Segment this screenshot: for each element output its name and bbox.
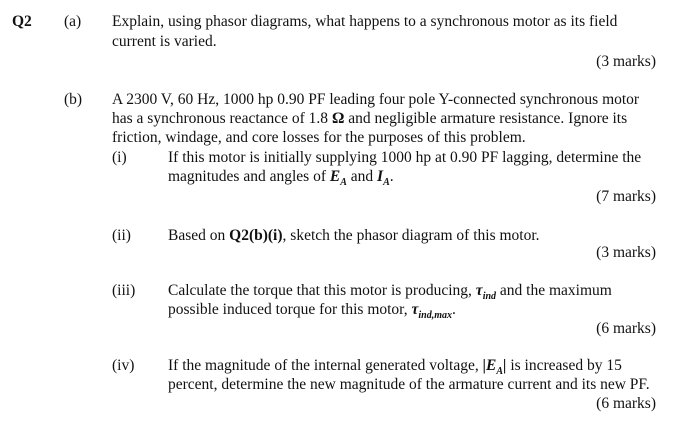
ohm-symbol: Ω [331,110,345,127]
sub-iii-line2: possible induced torque for this motor, $\tau_{ind,max}$. [168,301,456,322]
sub-ii-marks: (3 marks) [596,244,656,261]
part-b-line3: friction, windage, and core losses for the purposes of this problem. [112,129,526,146]
sub-i-line2: magnitudes and angles of $E_A$ and $I_A$. [168,168,394,189]
sub-iii-label: (iii) [112,282,136,299]
sub-iv-line2: percent, determine the new magnitude of the armature current and its new PF. [168,376,650,393]
sub-iv-label: (iv) [112,357,135,374]
part-b-line1: A 2300 V, 60 Hz, 1000 hp 0.90 PF leading four pole Y-connected synchronous motor [112,91,640,108]
sub-i-label: (i) [112,149,127,166]
question-number: Q2 [12,13,32,30]
sub-iv-line1: If the magnitude of the internal generated voltage, $|E_A|$ is increased by 15 [168,357,622,378]
sub-iv-marks: (6 marks) [596,395,656,412]
sub-ii-line1: Based on Q2(b)(i), sketch the phasor diagram of this motor. [168,227,540,244]
part-b-line2: has a synchronous reactance of 1.8 Ω and negligible armature resistance. Ignore its [112,110,628,127]
sub-iii-line1: Calculate the torque that this motor is producing, $\tau_{ind}$ and the maximum [168,282,612,303]
part-a-marks: (3 marks) [596,53,656,70]
sub-ii-label: (ii) [112,227,131,244]
sub-iii-marks: (6 marks) [596,320,656,337]
sub-i-marks: (7 marks) [596,188,656,205]
part-a-label: (a) [64,13,82,30]
part-a-line1: Explain, using phasor diagrams, what happens to a synchronous motor as its field [112,13,618,30]
part-a-line2: current is varied. [112,33,217,50]
sub-i-line1: If this motor is initially supplying 1000 hp at 0.90 PF lagging, determine the [168,149,642,166]
part-b-label: (b) [64,91,83,108]
